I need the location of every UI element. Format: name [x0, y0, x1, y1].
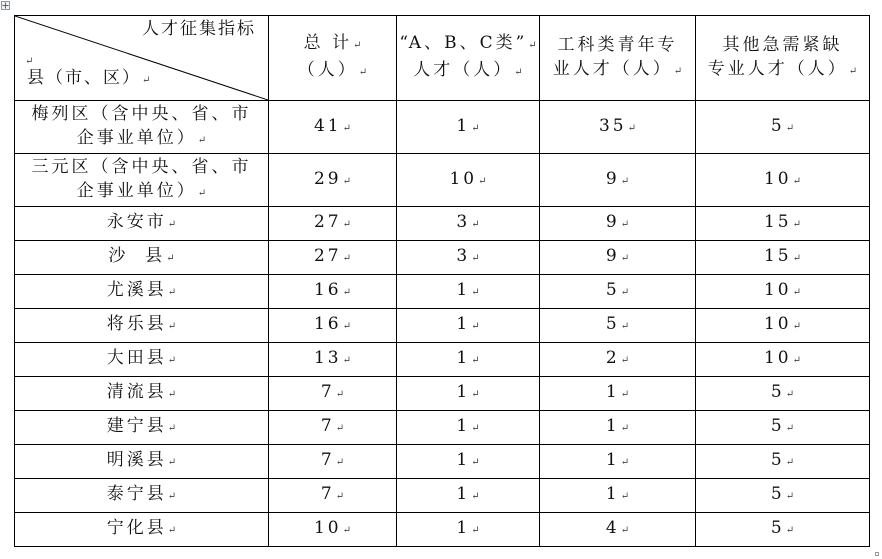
- diagonal-header-cell: [15, 16, 269, 101]
- county-cell: 永安市↵: [15, 207, 269, 241]
- other-cell: 10↵: [696, 309, 870, 343]
- col-header-total: 总 计↵ （人）↵: [269, 16, 397, 101]
- row-category-label: 县（市、区）↵: [27, 68, 151, 88]
- total-cell: 41↵: [269, 101, 397, 154]
- other-cell: 15↵: [696, 207, 870, 241]
- total-cell: 27↵: [269, 207, 397, 241]
- county-cell: 宁化县↵: [15, 513, 269, 547]
- other-cell: 5↵: [696, 377, 870, 411]
- engineering-cell: 35↵: [540, 101, 696, 154]
- total-cell: 27↵: [269, 241, 397, 275]
- county-cell: 建宁县↵: [15, 411, 269, 445]
- resize-handle-icon[interactable]: [875, 552, 879, 556]
- abc-cell: 3↵: [397, 241, 540, 275]
- engineering-cell: 1↵: [540, 377, 696, 411]
- total-cell: 7↵: [269, 479, 397, 513]
- other-cell: 10↵: [696, 154, 870, 207]
- other-cell: 5↵: [696, 445, 870, 479]
- table-move-handle-icon[interactable]: [1, 1, 10, 10]
- county-cell: 泰宁县↵: [15, 479, 269, 513]
- abc-cell: 1↵: [397, 343, 540, 377]
- table-row: [15, 411, 870, 445]
- header-row: [15, 16, 870, 101]
- table-row: [15, 513, 870, 547]
- total-cell: 13↵: [269, 343, 397, 377]
- table-row: [15, 445, 870, 479]
- other-cell: 15↵: [696, 241, 870, 275]
- engineering-cell: 2↵: [540, 343, 696, 377]
- county-cell: 梅列区（含中央、省、市 企事业单位）↵: [15, 101, 269, 154]
- county-cell: 三元区（含中央、省、市 企事业单位）↵: [15, 154, 269, 207]
- county-cell: 沙 县↵: [15, 241, 269, 275]
- abc-cell: 1↵: [397, 479, 540, 513]
- abc-cell: 10↵: [397, 154, 540, 207]
- talent-quota-table: [14, 15, 870, 547]
- total-cell: 10↵: [269, 513, 397, 547]
- col-header-engineering: 工科类青年专 业人才（人）↵: [540, 16, 696, 101]
- total-cell: 29↵: [269, 154, 397, 207]
- engineering-cell: 1↵: [540, 479, 696, 513]
- table-row: [15, 343, 870, 377]
- county-cell: 将乐县↵: [15, 309, 269, 343]
- other-cell: 5↵: [696, 101, 870, 154]
- engineering-cell: 9↵: [540, 207, 696, 241]
- column-category-label: 人才征集指标: [142, 19, 256, 39]
- county-cell: 大田县↵: [15, 343, 269, 377]
- other-cell: 5↵: [696, 411, 870, 445]
- abc-cell: 1↵: [397, 513, 540, 547]
- total-cell: 7↵: [269, 377, 397, 411]
- table-row: [15, 207, 870, 241]
- abc-cell: 3↵: [397, 207, 540, 241]
- table-row: [15, 241, 870, 275]
- engineering-cell: 4↵: [540, 513, 696, 547]
- table-row: [15, 377, 870, 411]
- table-row: [15, 479, 870, 513]
- abc-cell: 1↵: [397, 377, 540, 411]
- engineering-cell: 9↵: [540, 154, 696, 207]
- other-cell: 5↵: [696, 513, 870, 547]
- abc-cell: 1↵: [397, 309, 540, 343]
- total-cell: 16↵: [269, 309, 397, 343]
- total-cell: 7↵: [269, 411, 397, 445]
- abc-cell: 1↵: [397, 411, 540, 445]
- other-cell: 10↵: [696, 275, 870, 309]
- county-cell: 清流县↵: [15, 377, 269, 411]
- engineering-cell: 1↵: [540, 445, 696, 479]
- table-row: [15, 309, 870, 343]
- engineering-cell: 5↵: [540, 309, 696, 343]
- engineering-cell: 1↵: [540, 411, 696, 445]
- table-row: [15, 154, 870, 207]
- county-cell: 尤溪县↵: [15, 275, 269, 309]
- paragraph-mark-icon: ↵: [25, 56, 34, 67]
- col-header-other: 其他急需紧缺 专业人才（人）↵: [696, 16, 870, 101]
- abc-cell: 1↵: [397, 275, 540, 309]
- abc-cell: 1↵: [397, 101, 540, 154]
- abc-cell: 1↵: [397, 445, 540, 479]
- col-header-abc: “A、B、C类”↵ 人才（人）↵: [397, 16, 540, 101]
- engineering-cell: 5↵: [540, 275, 696, 309]
- county-cell: 明溪县↵: [15, 445, 269, 479]
- total-cell: 7↵: [269, 445, 397, 479]
- table-row: [15, 101, 870, 154]
- other-cell: 5↵: [696, 479, 870, 513]
- table-row: [15, 275, 870, 309]
- other-cell: 10↵: [696, 343, 870, 377]
- total-cell: 16↵: [269, 275, 397, 309]
- engineering-cell: 9↵: [540, 241, 696, 275]
